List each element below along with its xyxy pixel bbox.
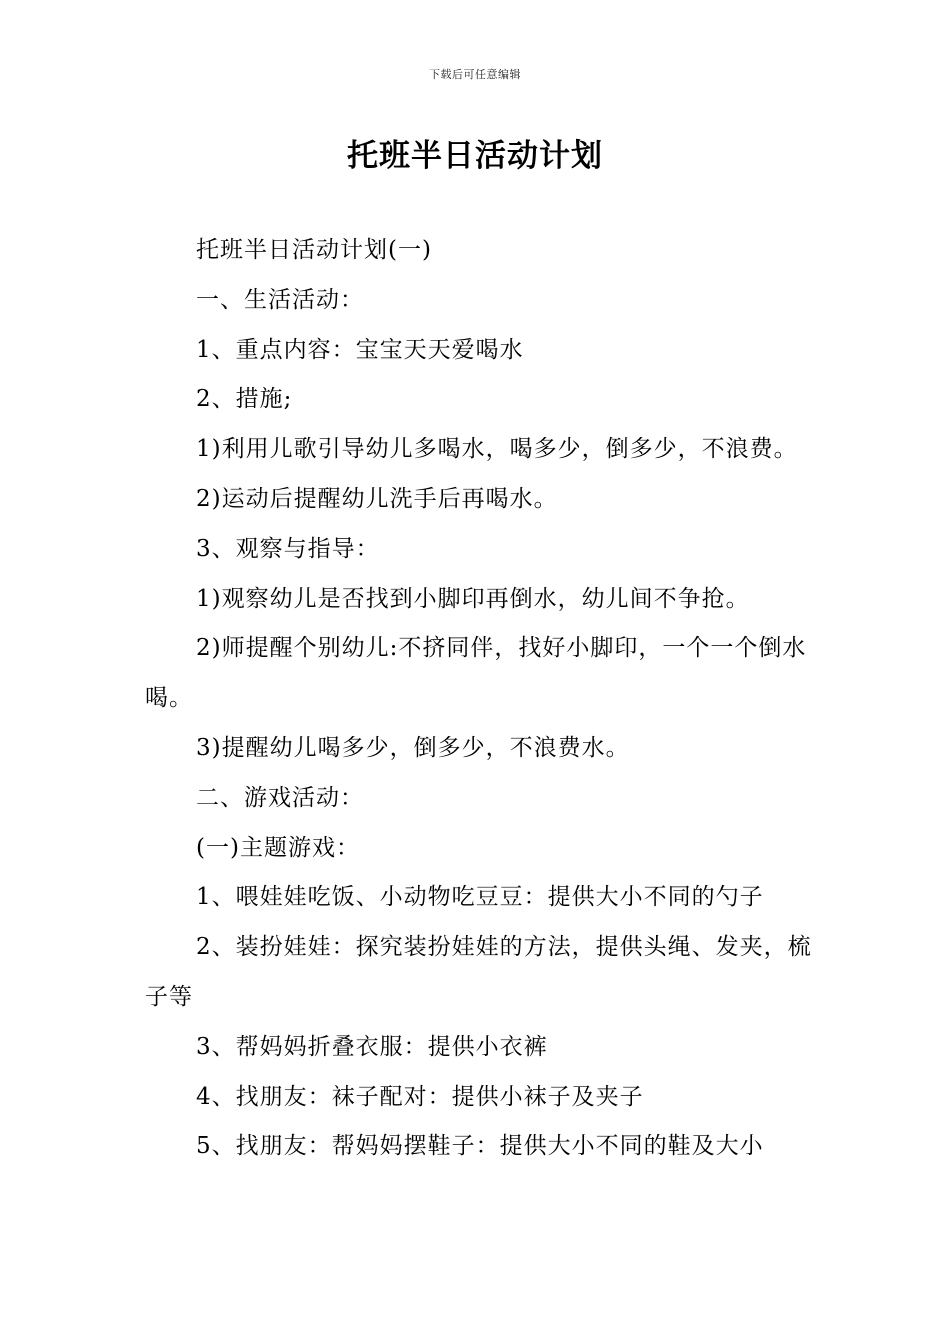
paragraph: 托班半日活动计划(一) [196,237,432,263]
paragraph: 5、找朋友：帮妈妈摆鞋子：提供大小不同的鞋及大小 [196,1133,764,1160]
paragraph: 3、观察与指导： [196,535,380,562]
paragraph: 1)观察幼儿是否找到小脚印再倒水，幼儿间不争抢。 [196,585,750,612]
paragraph: 1)利用儿歌引导幼儿多喝水，喝多少，倒多少，不浪费。 [196,436,798,463]
paragraph: 1、重点内容：宝宝天天爱喝水 [196,336,524,363]
header-note: 下载后可任意编辑 [429,68,521,81]
paragraph: 2、措施; [196,386,293,413]
paragraph: 4、找朋友：袜子配对：提供小袜子及夹子 [196,1083,644,1110]
paragraph: (一)主题游戏： [196,834,360,861]
paragraph: 1、喂娃娃吃饭、小动物吃豆豆：提供大小不同的勺子 [196,884,764,911]
paragraph: 2、装扮娃娃：探究装扮娃娃的方法，提供头绳、发夹，梳子等 [145,934,812,1010]
paragraph: 3)提醒幼儿喝多少，倒多少，不浪费水。 [196,734,630,761]
paragraph: 3、帮妈妈折叠衣服：提供小衣裤 [196,1033,548,1060]
document-body [145,226,815,1172]
paragraph: 二、游戏活动： [196,784,364,811]
paragraph: 一、生活活动： [196,286,364,313]
paragraph: 2)运动后提醒幼儿洗手后再喝水。 [196,485,558,512]
paragraph: 2)师提醒个别幼儿:不挤同伴，找好小脚印，一个一个倒水喝。 [145,635,807,712]
document-title: 托班半日活动计划 [347,138,603,174]
